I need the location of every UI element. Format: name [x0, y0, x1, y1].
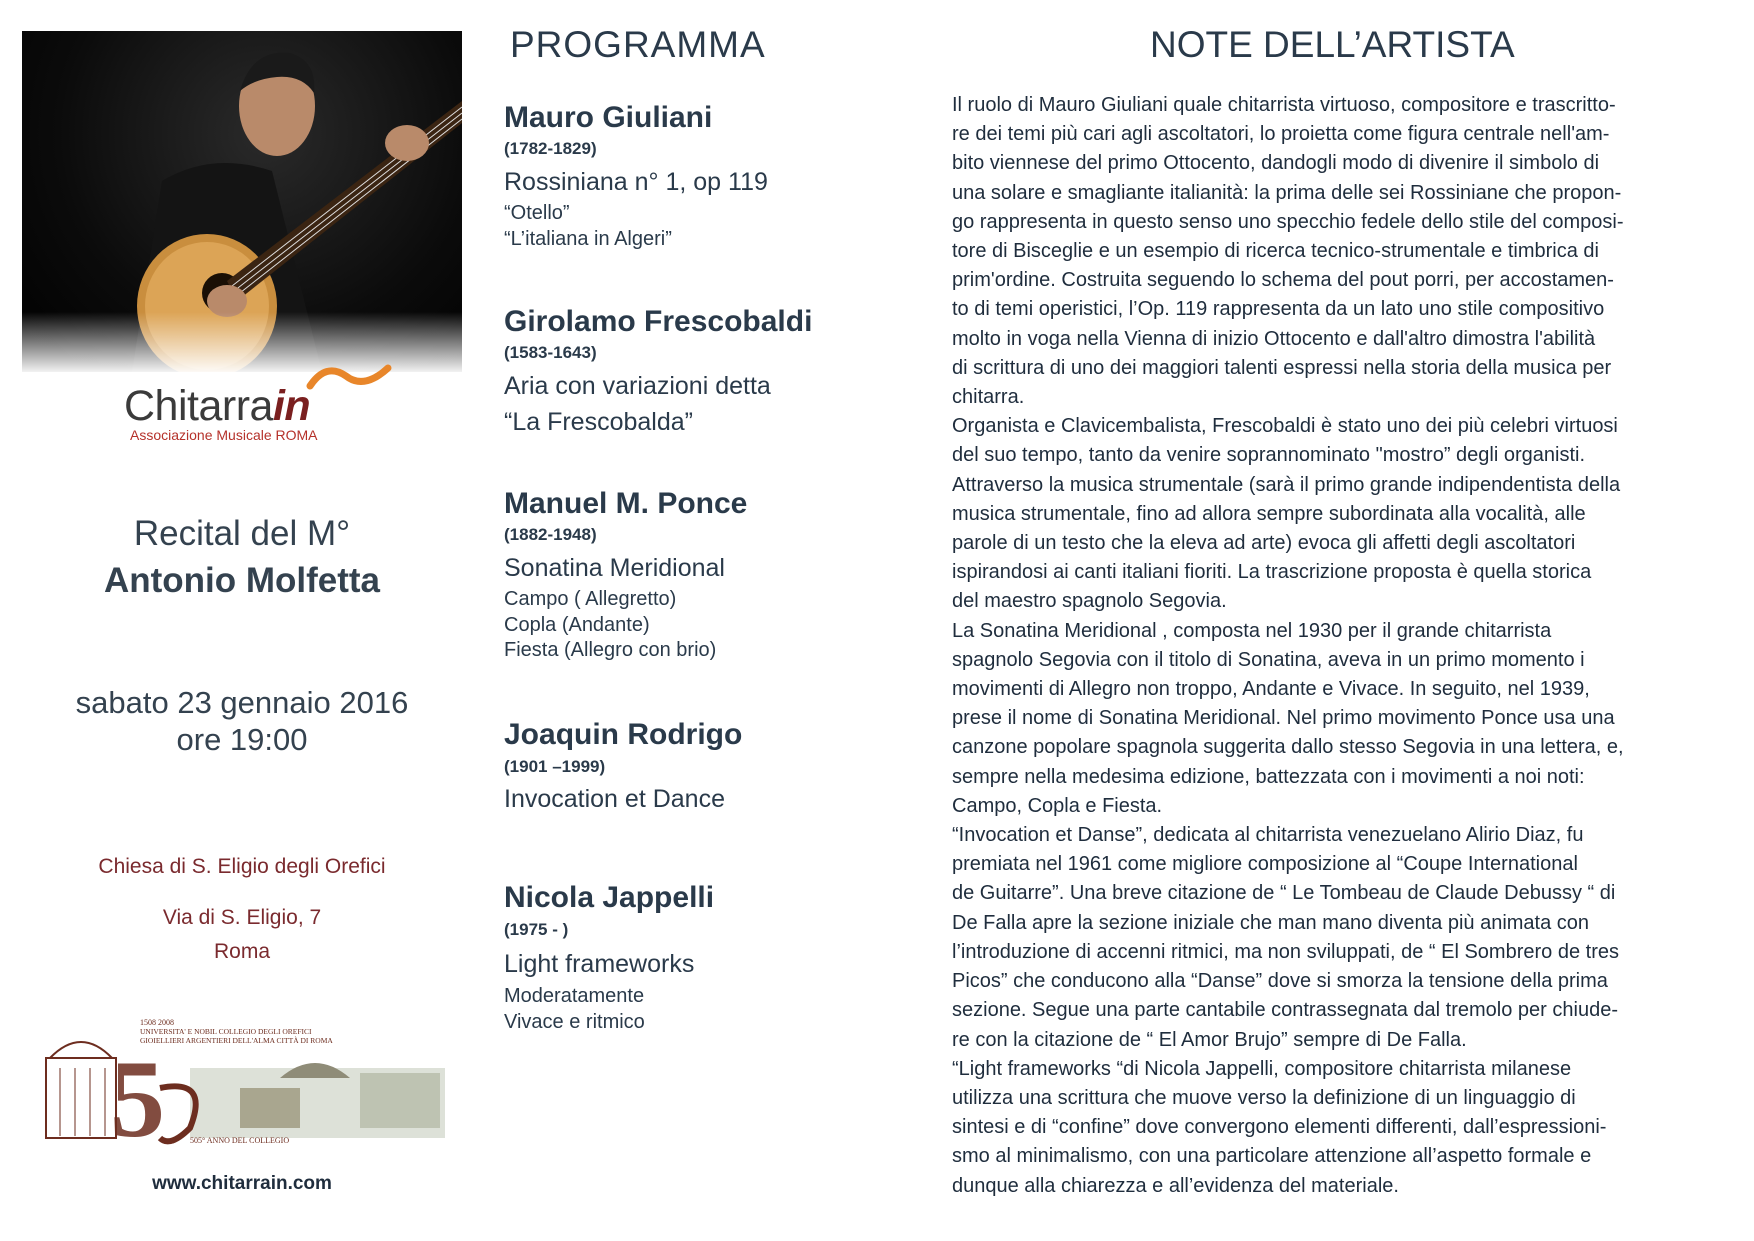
notes-line: de Guitarre”. Una breve citazione de “ Le Tombeau de Claude Debussy “ di	[952, 882, 1616, 905]
composer-name: Joaquin Rodrigo	[504, 718, 743, 751]
notes-line: movimenti di Allegro non troppo, Andante e Vivace. In seguito, nel 1939,	[952, 678, 1590, 701]
college-line1: UNIVERSITA' E NOBIL COLLEGIO DEGLI OREFICI	[140, 1027, 312, 1036]
notes-line: go rappresenta in questo senso uno specchio fedele dello stile del composi-	[952, 210, 1624, 233]
notes-line: to di temi operistici, l’Op. 119 rappresenta da un lato uno stile compositivo	[952, 298, 1605, 321]
notes-line: sintesi e di “confine” dove convergono elementi differenti, dall’espressioni-	[952, 1116, 1607, 1139]
composer-years: (1583-1643)	[504, 343, 597, 362]
composer-name: Nicola Jappelli	[504, 881, 715, 914]
college-anno: 505° ANNO DEL COLLEGIO	[190, 1136, 290, 1145]
notes-line: De Falla apre la sezione iniziale che man mano diventa più animata con	[952, 911, 1590, 934]
notes-line: molto in voga nella Vienna di inizio Ottocento e dall'altro dimostra l'abilità	[952, 327, 1596, 350]
composer-years: (1882-1948)	[504, 525, 597, 544]
notes-line: utilizza una scrittura che muove verso la definizione di un linguaggio di	[952, 1086, 1576, 1109]
notes-line: chitarra.	[952, 386, 1025, 409]
notes-line: musica strumentale, fino ad allora sempre subordinata alla vocalità, alle	[952, 502, 1586, 525]
notes-line: canzone popolare spagnola suggerita dallo stesso Segovia in una lettera, e,	[952, 736, 1624, 759]
notes-line: l’introduzione di accenni ritmici, ma non sviluppati, de “ El Sombrero de tres	[952, 940, 1619, 963]
notes-line: prim'ordine. Costruita seguendo lo schema del pout porri, per accostamen-	[952, 269, 1614, 292]
notes-line: re con la citazione de “ El Amor Brujo” sempre di De Falla.	[952, 1028, 1467, 1051]
notes-body	[952, 91, 1722, 1201]
work-title: Aria con variazioni detta	[504, 372, 771, 400]
notes-line: del maestro spagnolo Segovia.	[952, 590, 1227, 613]
notes-line: tore di Bisceglie e un esempio di ricerca tecnico-strumentale e timbrica di	[952, 240, 1599, 263]
notes-line: Picos” che conducono alla “Danse” dove si smorza la tensione della prima	[952, 970, 1608, 993]
venue-city: Roma	[213, 940, 271, 963]
notes-line: prese il nome di Sonatina Meridional. Nel primo movimento Ponce usa una	[952, 707, 1615, 730]
logo-swoosh-icon	[306, 360, 396, 394]
notes-line: Il ruolo di Mauro Giuliani quale chitarrista virtuoso, compositore e trascritto-	[952, 94, 1616, 116]
guitarist-photo	[22, 31, 462, 372]
work-title: Sonatina Meridional	[504, 554, 725, 582]
college-years: 1508 2008	[140, 1018, 174, 1027]
work-title: “La Frescobalda”	[504, 408, 693, 436]
movement: Campo ( Allegretto)	[504, 588, 677, 610]
logo-brand: Chitarrain	[124, 382, 311, 430]
notes-line: re dei temi più cari agli ascoltatori, lo proietta come figura centrale nell'am-	[952, 123, 1610, 146]
notes-line: smo al minimalismo, con una particolare attenzione all’aspetto formale e	[952, 1145, 1592, 1168]
composer-years: (1901 –1999)	[504, 757, 606, 776]
notes-line: premiata nel 1961 come migliore composizione al “Coupe International	[952, 853, 1578, 876]
notes-line: parole di un testo che la eleva ad arte) evoca gli affetti degli ascoltatori	[952, 532, 1576, 555]
movement: “Otello”	[504, 202, 570, 224]
chitarrain-logo	[124, 360, 404, 450]
notes-line: Attraverso la musica strumentale (sarà il primo grande indipendentista della	[952, 473, 1621, 496]
composer-years: (1782-1829)	[504, 139, 597, 158]
composer-name: Mauro Giuliani	[504, 101, 713, 134]
composer-name: Girolamo Frescobaldi	[504, 305, 813, 338]
notes-line: sempre nella medesima edizione, battezzata con i movimenti a noi noti:	[952, 765, 1585, 788]
notes-line: Organista e Clavicembalista, Frescobaldi è stato uno dei più celebri virtuosi	[952, 415, 1618, 438]
college-logo	[40, 1018, 445, 1148]
notes-line: “Invocation et Danse”, dedicata al chitarrista venezuelano Alirio Diaz, fu	[952, 824, 1584, 847]
notes-line: spagnolo Segovia con il titolo di Sonatina, aveva in un primo momento i	[952, 648, 1585, 671]
notes-title: NOTE DELL’ARTISTA	[1150, 24, 1515, 65]
website-link[interactable]: www.chitarrain.com	[152, 1173, 332, 1194]
college-line2: GIOIELLIERI ARGENTIERI DELL'ALMA CITTÀ DI ROMA	[140, 1036, 333, 1045]
work-title: Invocation et Dance	[504, 785, 725, 813]
event-time: ore 19:00	[176, 722, 308, 757]
recital-title: Recital del M°	[133, 514, 351, 553]
movement: Moderatamente	[504, 985, 645, 1007]
notes-line: La Sonatina Meridional , composta nel 1930 per il grande chitarrista	[952, 619, 1552, 642]
composer-years: (1975 - )	[504, 920, 569, 939]
notes-line: ispirandosi ai canti italiani fioriti. La trascrizione proposta è quella storica	[952, 561, 1592, 584]
venue-street: Via di S. Eligio, 7	[162, 906, 322, 929]
work-title: Light frameworks	[504, 950, 695, 978]
movement: Fiesta (Allegro con brio)	[504, 639, 717, 661]
notes-line: una solare e smagliante italianità: la prima delle sei Rossiniane che propon-	[952, 181, 1622, 204]
work-title: Rossiniana n° 1, op 119	[504, 168, 768, 196]
notes-line: dunque alla chiarezza e all’evidenza del materiale.	[952, 1174, 1399, 1197]
performer-name: Antonio Molfetta	[103, 561, 381, 600]
notes-line: sezione. Segue una parte cantabile contrassegnata dal tremolo per chiude-	[952, 999, 1618, 1022]
movement: Vivace e ritmico	[504, 1011, 645, 1033]
logo-subtitle: Associazione Musicale ROMA	[130, 427, 318, 443]
notes-line: del suo tempo, tanto da venire soprannominato "mostro” degli organisti.	[952, 444, 1586, 467]
svg-text:5: 5	[110, 1038, 165, 1148]
movement: “L’italiana in Algeri”	[504, 228, 672, 250]
programma-title: PROGRAMMA	[510, 24, 766, 65]
notes-line: “Light frameworks “di Nicola Jappelli, compositore chitarrista milanese	[952, 1057, 1572, 1080]
notes-line: bito viennese del primo Ottocento, dandogli modo di divenire il simbolo di	[952, 152, 1600, 175]
composer-name: Manuel M. Ponce	[504, 487, 748, 520]
notes-line: di scrittura di uno dei maggiori talenti espressi nella storia della musica per	[952, 356, 1612, 379]
venue-name: Chiesa di S. Eligio degli Orefici	[98, 855, 386, 878]
event-date: sabato 23 gennaio 2016	[75, 685, 409, 720]
notes-line: Campo, Copla e Fiesta.	[952, 794, 1163, 817]
movement: Copla (Andante)	[504, 614, 650, 636]
